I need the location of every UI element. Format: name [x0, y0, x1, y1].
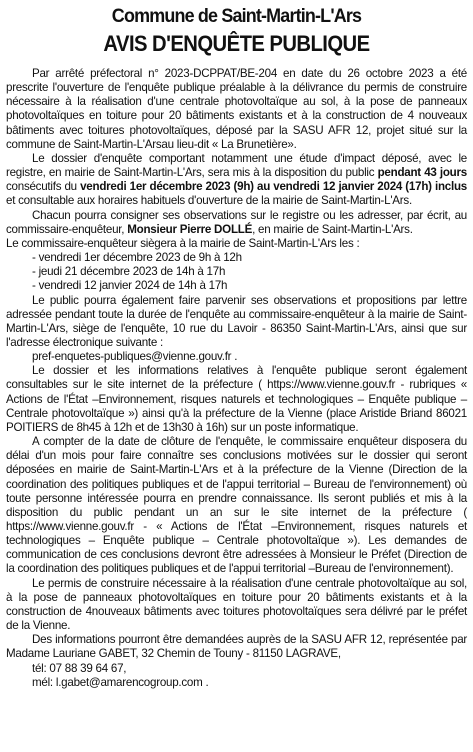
- paragraph-dossier: Le dossier d'enquête comportant notamment une étude d'impact déposé, avec le registre, en mairie de Saint-Martin-L'Ars, sera mis à la disposition du public pendant 43 jours consécutifs du vendredi 1er décembre 2023 (9h) au vendredi 12 janvier 2024 (17h) inclus et consultable aux horaires habituels d'ouverture de la mairie de Saint-Martin-L'Ars.: [6, 151, 467, 208]
- contact-email: mél: l.gabet@amarencogroup.com .: [32, 675, 209, 689]
- commune-heading: Commune de Saint-Martin-L'Ars: [111, 5, 362, 27]
- paragraph-permanences-intro: Le commissaire-enquêteur siègera à la mairie de Saint-Martin-L'Ars les :: [6, 236, 360, 250]
- paragraph-courrier: Le public pourra également faire parvenir ses observations et propositions par lettre adressée pendant toute la durée de l'enquête au commissaire-enquêteur à la mairie de Saint-Martin-L'Ars, siège de l'enquête, 10 rue du Lavoir - 86350 Saint-Martin-L'Ars, ainsi que sur l'adresse électronique suivante :: [6, 293, 467, 349]
- commissaire-name: Monsieur Pierre DOLLÉ: [127, 222, 253, 236]
- permanence-item: - vendredi 1er décembre 2023 de 9h à 12h: [32, 251, 242, 265]
- notice-title: AVIS D'ENQUÊTE PUBLIQUE: [103, 31, 370, 56]
- paragraph-permis: Le permis de construire nécessaire à la réalisation d'une centrale photovoltaïque au sol, à la pose de panneaux photovoltaïques en toiture pour 20 bâtiments existants et à la construction de 4nouveaux bâtiments avec toitures photovoltaïques sera délivré par le préfet de la Vienne.: [6, 576, 467, 633]
- paragraph-conclusions: A compter de la date de clôture de l'enquête, le commissaire enquêteur disposera du délai d'un mois pour faire connaître ses conclusions motivées sur le dossier qui seront déposées en mairie de Saint-Martin-L'Ars et à la préfecture de la Vienne (Direction de la coordination des politiques publiques et de l'appui territorial – Bureau de l'environnement) où toute personne intéressée pourra en prendre connaissance. Ils seront publiés et mis à la disposition du public pendant un an sur le site internet de la préfecture ( https://www.vienne.gouv.fr - « Actions de l'État –Environnement, risques naturels et technologiques – Enquête publique – Centrale photovoltaïque »). Les demandes de communication de ces conclusions devront être adressées à Monsieur le Préfet (Direction de la coordination des politiques publiques et de l'appui territorial –Bureau de l'environnement).: [6, 435, 467, 576]
- paragraph-informations: Des informations pourront être demandées auprès de la SASU AFR 12, représentée par Madame Lauriane GABET, 32 Chemin de Touny - 81150 LAGRAVE,: [6, 633, 467, 661]
- permanence-item: - vendredi 12 janvier 2024 de 14h à 17h: [32, 279, 228, 293]
- duration-highlight: pendant 43 jours: [377, 166, 467, 180]
- paragraph-arrete: Par arrêté préfectoral n° 2023-DCPPAT/BE-204 en date du 26 octobre 2023 a été prescrite l'ouverture de l'enquête publique préalable à la délivrance du permis de construire nécessaire à la réalisation d'une centrale photovoltaïque au sol, à la pose de panneaux photovoltaïques en toiture pour 20 bâtiments existants et à la construction de 4 nouveaux bâtiments avec toitures photovoltaïques, déposé par la SASU AFR 12, projet situé sur la commune de Saint-Martin-L'Arsau lieu-dit « La Brunetière».: [6, 67, 467, 151]
- permanence-item: - jeudi 21 décembre 2023 de 14h à 17h: [32, 265, 226, 279]
- prefecture-email: pref-enquetes-publiques@vienne.gouv.fr .: [32, 350, 238, 364]
- contact-phone: tél: 07 88 39 64 67,: [32, 661, 127, 675]
- paragraph-observations: Chacun pourra consigner ses observations sur le registre ou les adresser, par écrit, au commissaire-enquêteur, Monsieur Pierre DOLLÉ, en mairie de Saint-Martin-L'Ars.: [6, 208, 467, 236]
- paragraph-consultation: Le dossier et les informations relatives à l'enquête publique seront également consultables sur le site internet de la préfecture ( https://www.vienne.gouv.fr - rubriques « Actions de l'État –Environnement, risques naturels et technologiques – Enquête publique – Centrale photovoltaïque ») ainsi qu'à la préfecture de la Vienne (place Aristide Briand 86021 POITIERS de 8h45 à 12h et de 13h30 à 16h) sur un poste informatique.: [6, 364, 467, 434]
- dates-highlight: vendredi 1er décembre 2023 (9h) au vendredi 12 janvier 2024 (17h) inclus: [80, 180, 467, 194]
- notice-body: [6, 67, 467, 690]
